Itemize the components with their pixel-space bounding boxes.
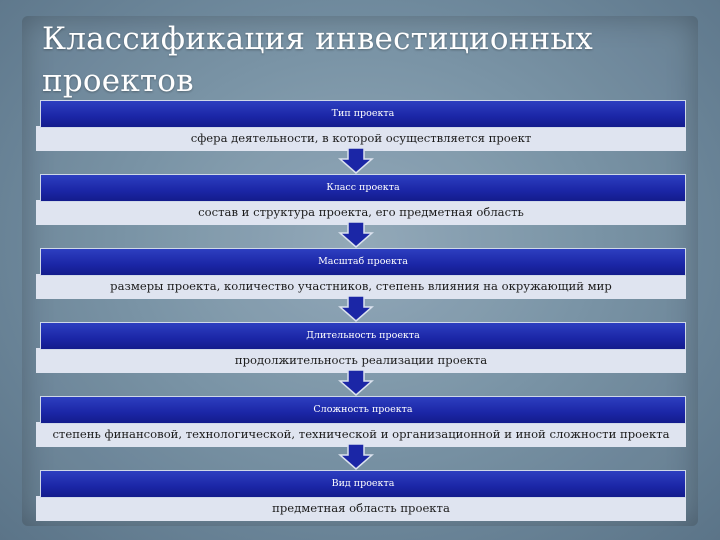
down-arrow-icon <box>338 296 374 322</box>
down-arrow-icon <box>338 222 374 248</box>
level-header-kind: Вид проекта <box>40 470 686 498</box>
level-description-class: состав и структура проекта, его предметная область <box>36 200 686 225</box>
down-arrow-icon <box>338 444 374 470</box>
level-header-type: Тип проекта <box>40 100 686 128</box>
level-header-duration: Длительность проекта <box>40 322 686 350</box>
level-header-scale: Масштаб проекта <box>40 248 686 276</box>
level-description-complexity: степень финансовой, технологической, технической и организационной и иной сложности проекта <box>36 422 686 447</box>
level-description-scale: размеры проекта, количество участников, степень влияния на окружающий мир <box>36 274 686 299</box>
level-description-type: сфера деятельности, в которой осуществляется проект <box>36 126 686 151</box>
level-header-class: Класс проекта <box>40 174 686 202</box>
slide-title: Классификация инвестиционных проектов <box>42 21 593 99</box>
level-description-kind: предметная область проекта <box>36 496 686 521</box>
level-header-complexity: Сложность проекта <box>40 396 686 424</box>
down-arrow-icon <box>338 370 374 396</box>
down-arrow-icon <box>338 148 374 174</box>
level-description-duration: продолжительность реализации проекта <box>36 348 686 373</box>
